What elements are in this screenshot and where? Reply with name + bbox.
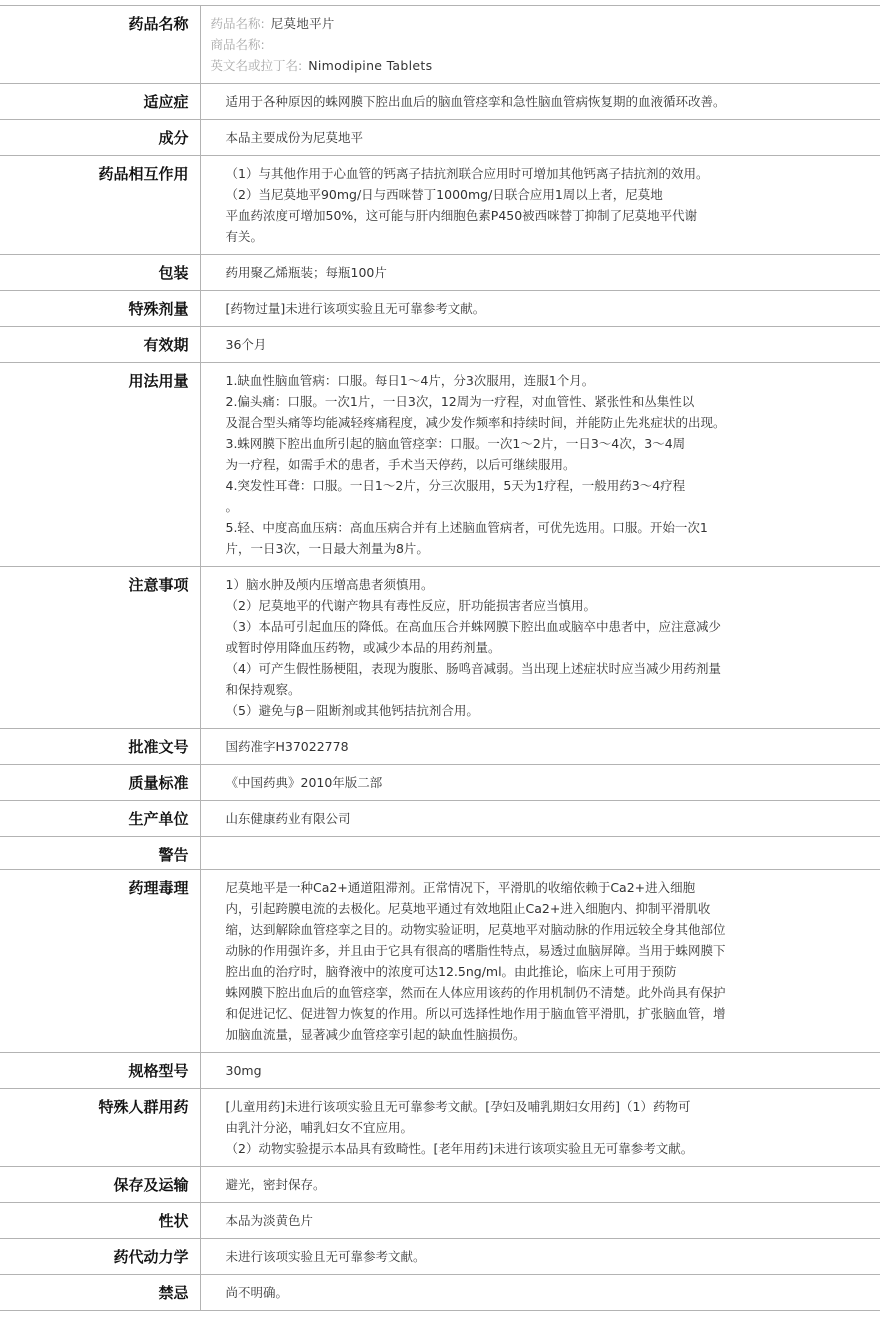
value-line: （1）与其他作用于心血管的钙离子拮抗剂联合应用时可增加其他钙离子拮抗剂的效用。 — [225, 166, 709, 181]
field-value — [200, 120, 880, 156]
value-line: 本品主要成份为尼莫地平 — [225, 130, 364, 145]
value-line: 和促进记忆、促进智力恢复的作用。所以可选择性地作用于脑血管平滑肌，扩张脑血管，增 — [225, 1006, 726, 1021]
value-line: 。 — [225, 499, 239, 514]
field-label: 警告 — [0, 837, 200, 870]
name-line — [211, 13, 821, 34]
field-label: 有效期 — [0, 327, 200, 363]
field-value — [200, 870, 880, 1053]
drug-info-table — [0, 5, 880, 1311]
value-line: 4.突发性耳聋：口服。一日1～2片，分三次服用，5天为1疗程，一般用药3～4疗程 — [225, 478, 686, 493]
value-line: 片，一日3次，一日最大剂量为8片。 — [225, 541, 429, 556]
field-value — [200, 255, 880, 291]
field-label: 用法用量 — [0, 363, 200, 567]
value-line: 内，引起跨膜电流的去极化。尼莫地平通过有效地阻止Ca2+进入细胞内、抑制平滑肌收 — [225, 901, 711, 916]
field-value — [200, 567, 880, 729]
name-line-value: Nimodipine Tablets — [308, 58, 433, 73]
value-line: 避光，密封保存。 — [225, 1177, 326, 1192]
value-line: （5）避免与β－阻断剂或其他钙拮抗剂合用。 — [225, 703, 479, 718]
value-line: 《中国药典》2010年版二部 — [225, 775, 383, 790]
value-line: 动脉的作用强许多，并且由于它具有很高的嗜脂性特点，易透过血脑屏障。当用于蛛网膜下 — [225, 943, 726, 958]
field-value — [200, 84, 880, 120]
value-line: 本品为淡黄色片 — [225, 1213, 314, 1228]
row-storage — [0, 1167, 880, 1203]
value-line: （4）可产生假性肠梗阻，表现为腹胀、肠鸣音减弱。当出现上述症状时应当减少用药剂量 — [225, 661, 721, 676]
value-line: 平血药浓度可增加50%，这可能与肝内细胞色素P450被西咪替丁抑制了尼莫地平代谢 — [225, 208, 698, 223]
row-warning — [0, 837, 880, 870]
field-label: 禁忌 — [0, 1275, 200, 1311]
field-value — [200, 291, 880, 327]
value-line: 36个月 — [225, 337, 267, 352]
name-line-label: 商品名称: — [210, 37, 265, 52]
field-label: 适应症 — [0, 84, 200, 120]
value-line: 药用聚乙烯瓶装；每瓶100片 — [225, 265, 387, 280]
row-appearance — [0, 1203, 880, 1239]
name-line-label: 英文名或拉丁名: — [210, 58, 303, 73]
field-label: 包装 — [0, 255, 200, 291]
field-label: 批准文号 — [0, 729, 200, 765]
row-pharmacology — [0, 870, 880, 1053]
value-line: 由乳汁分泌，哺乳妇女不宜应用。 — [225, 1120, 414, 1135]
value-line: 3.蛛网膜下腔出血所引起的脑血管痉挛：口服。一次1～2片，一日3～4次，3～4周 — [225, 436, 686, 451]
field-value — [200, 327, 880, 363]
row-approval — [0, 729, 880, 765]
value-line: 及混合型头痛等均能减轻疼痛程度，减少发作频率和持续时间，并能防止先兆症状的出现。 — [225, 415, 726, 430]
value-line: 山东健康药业有限公司 — [225, 811, 351, 826]
value-line: 蛛网膜下腔出血后的血管痉挛，然而在人体应用该药的作用机制仍不清楚。此外尚具有保护 — [225, 985, 726, 1000]
field-value — [200, 801, 880, 837]
row-pharmacokinetics — [0, 1239, 880, 1275]
row-contraindications — [0, 1275, 880, 1311]
drug-info-body — [0, 6, 880, 1311]
row-interaction — [0, 156, 880, 255]
value-line: （2）当尼莫地平90mg/日与西咪替丁1000mg/日联合应用1周以上者，尼莫地 — [225, 187, 663, 202]
row-standard — [0, 765, 880, 801]
value-line: 尼莫地平是一种Ca2+通道阻滞剂。正常情况下，平滑肌的收缩依赖于Ca2+进入细胞 — [225, 880, 696, 895]
field-value — [200, 729, 880, 765]
value-line: 有关。 — [225, 229, 264, 244]
field-label: 药品相互作用 — [0, 156, 200, 255]
field-label: 注意事项 — [0, 567, 200, 729]
value-line: 尚不明确。 — [225, 1285, 289, 1300]
name-line — [211, 55, 821, 76]
name-line — [211, 34, 821, 55]
field-label: 质量标准 — [0, 765, 200, 801]
field-label: 特殊剂量 — [0, 291, 200, 327]
row-validity — [0, 327, 880, 363]
field-label: 性状 — [0, 1203, 200, 1239]
field-value — [200, 1275, 880, 1311]
value-line: 或暂时停用降血压药物，或减少本品的用药剂量。 — [225, 640, 501, 655]
row-usage — [0, 363, 880, 567]
name-line-label: 药品名称: — [210, 16, 265, 31]
value-line: 腔出血的治疗时，脑脊液中的浓度可达12.5ng/ml。由此推论，临床上可用于预防 — [225, 964, 677, 979]
row-spec — [0, 1053, 880, 1089]
value-line: 和保持观察。 — [225, 682, 301, 697]
value-line: 1）脑水肿及颅内压增高患者须慎用。 — [225, 577, 434, 592]
row-special-population — [0, 1089, 880, 1167]
row-indication — [0, 84, 880, 120]
field-value — [200, 1053, 880, 1089]
value-line: 30mg — [225, 1063, 262, 1078]
field-label: 保存及运输 — [0, 1167, 200, 1203]
value-line: 未进行该项实验且无可靠参考文献。 — [225, 1249, 426, 1264]
field-label: 成分 — [0, 120, 200, 156]
value-line: （2）尼莫地平的代谢产物具有毒性反应，肝功能损害者应当慎用。 — [225, 598, 596, 613]
value-line: [儿童用药]未进行该项实验且无可靠参考文献。[孕妇及哺乳期妇女用药]（1）药物可 — [225, 1099, 691, 1114]
field-label: 特殊人群用药 — [0, 1089, 200, 1167]
field-value — [200, 837, 880, 870]
field-label: 药理毒理 — [0, 870, 200, 1053]
field-label: 药品名称 — [0, 6, 200, 84]
value-line: 加脑血流量，显著减少血管痉挛引起的缺血性脑损伤。 — [225, 1027, 526, 1042]
value-line: [药物过量]未进行该项实验且无可靠参考文献。 — [225, 301, 486, 316]
row-name — [0, 6, 880, 84]
value-line: 缩，达到解除血管痉挛之目的。动物实验证明，尼莫地平对脑动脉的作用远较全身其他部位 — [225, 922, 726, 937]
value-line: （3）本品可引起血压的降低。在高血压合并蛛网膜下腔出血或脑卒中患者中，应注意减少 — [225, 619, 721, 634]
field-label: 生产单位 — [0, 801, 200, 837]
value-line: 国药准字H37022778 — [225, 739, 349, 754]
value-line: 适用于各种原因的蛛网膜下腔出血后的脑血管痉挛和急性脑血管病恢复期的血液循环改善。 — [225, 94, 726, 109]
field-label: 药代动力学 — [0, 1239, 200, 1275]
field-value — [200, 1167, 880, 1203]
row-special-dose — [0, 291, 880, 327]
value-line: 5.轻、中度高血压病：高血压病合并有上述脑血管病者，可优先选用。口服。开始一次1 — [225, 520, 708, 535]
field-label: 规格型号 — [0, 1053, 200, 1089]
field-value — [200, 6, 880, 84]
name-line-value: 尼莫地平片 — [270, 16, 335, 31]
value-line: （2）动物实验提示本品具有致畸性。[老年用药]未进行该项实验且无可靠参考文献。 — [225, 1141, 694, 1156]
field-value — [200, 1203, 880, 1239]
row-package — [0, 255, 880, 291]
field-value — [200, 363, 880, 567]
value-line: 为一疗程，如需手术的患者，手术当天停药，以后可继续服用。 — [225, 457, 576, 472]
row-manufacturer — [0, 801, 880, 837]
field-value — [200, 1089, 880, 1167]
field-value — [200, 1239, 880, 1275]
value-line: 1.缺血性脑血管病：口服。每日1～4片，分3次服用，连服1个月。 — [225, 373, 595, 388]
row-precautions — [0, 567, 880, 729]
field-value — [200, 765, 880, 801]
row-composition — [0, 120, 880, 156]
value-line: 2.偏头痛：口服。一次1片，一日3次，12周为一疗程，对血管性、紧张性和丛集性以 — [225, 394, 695, 409]
field-value — [200, 156, 880, 255]
